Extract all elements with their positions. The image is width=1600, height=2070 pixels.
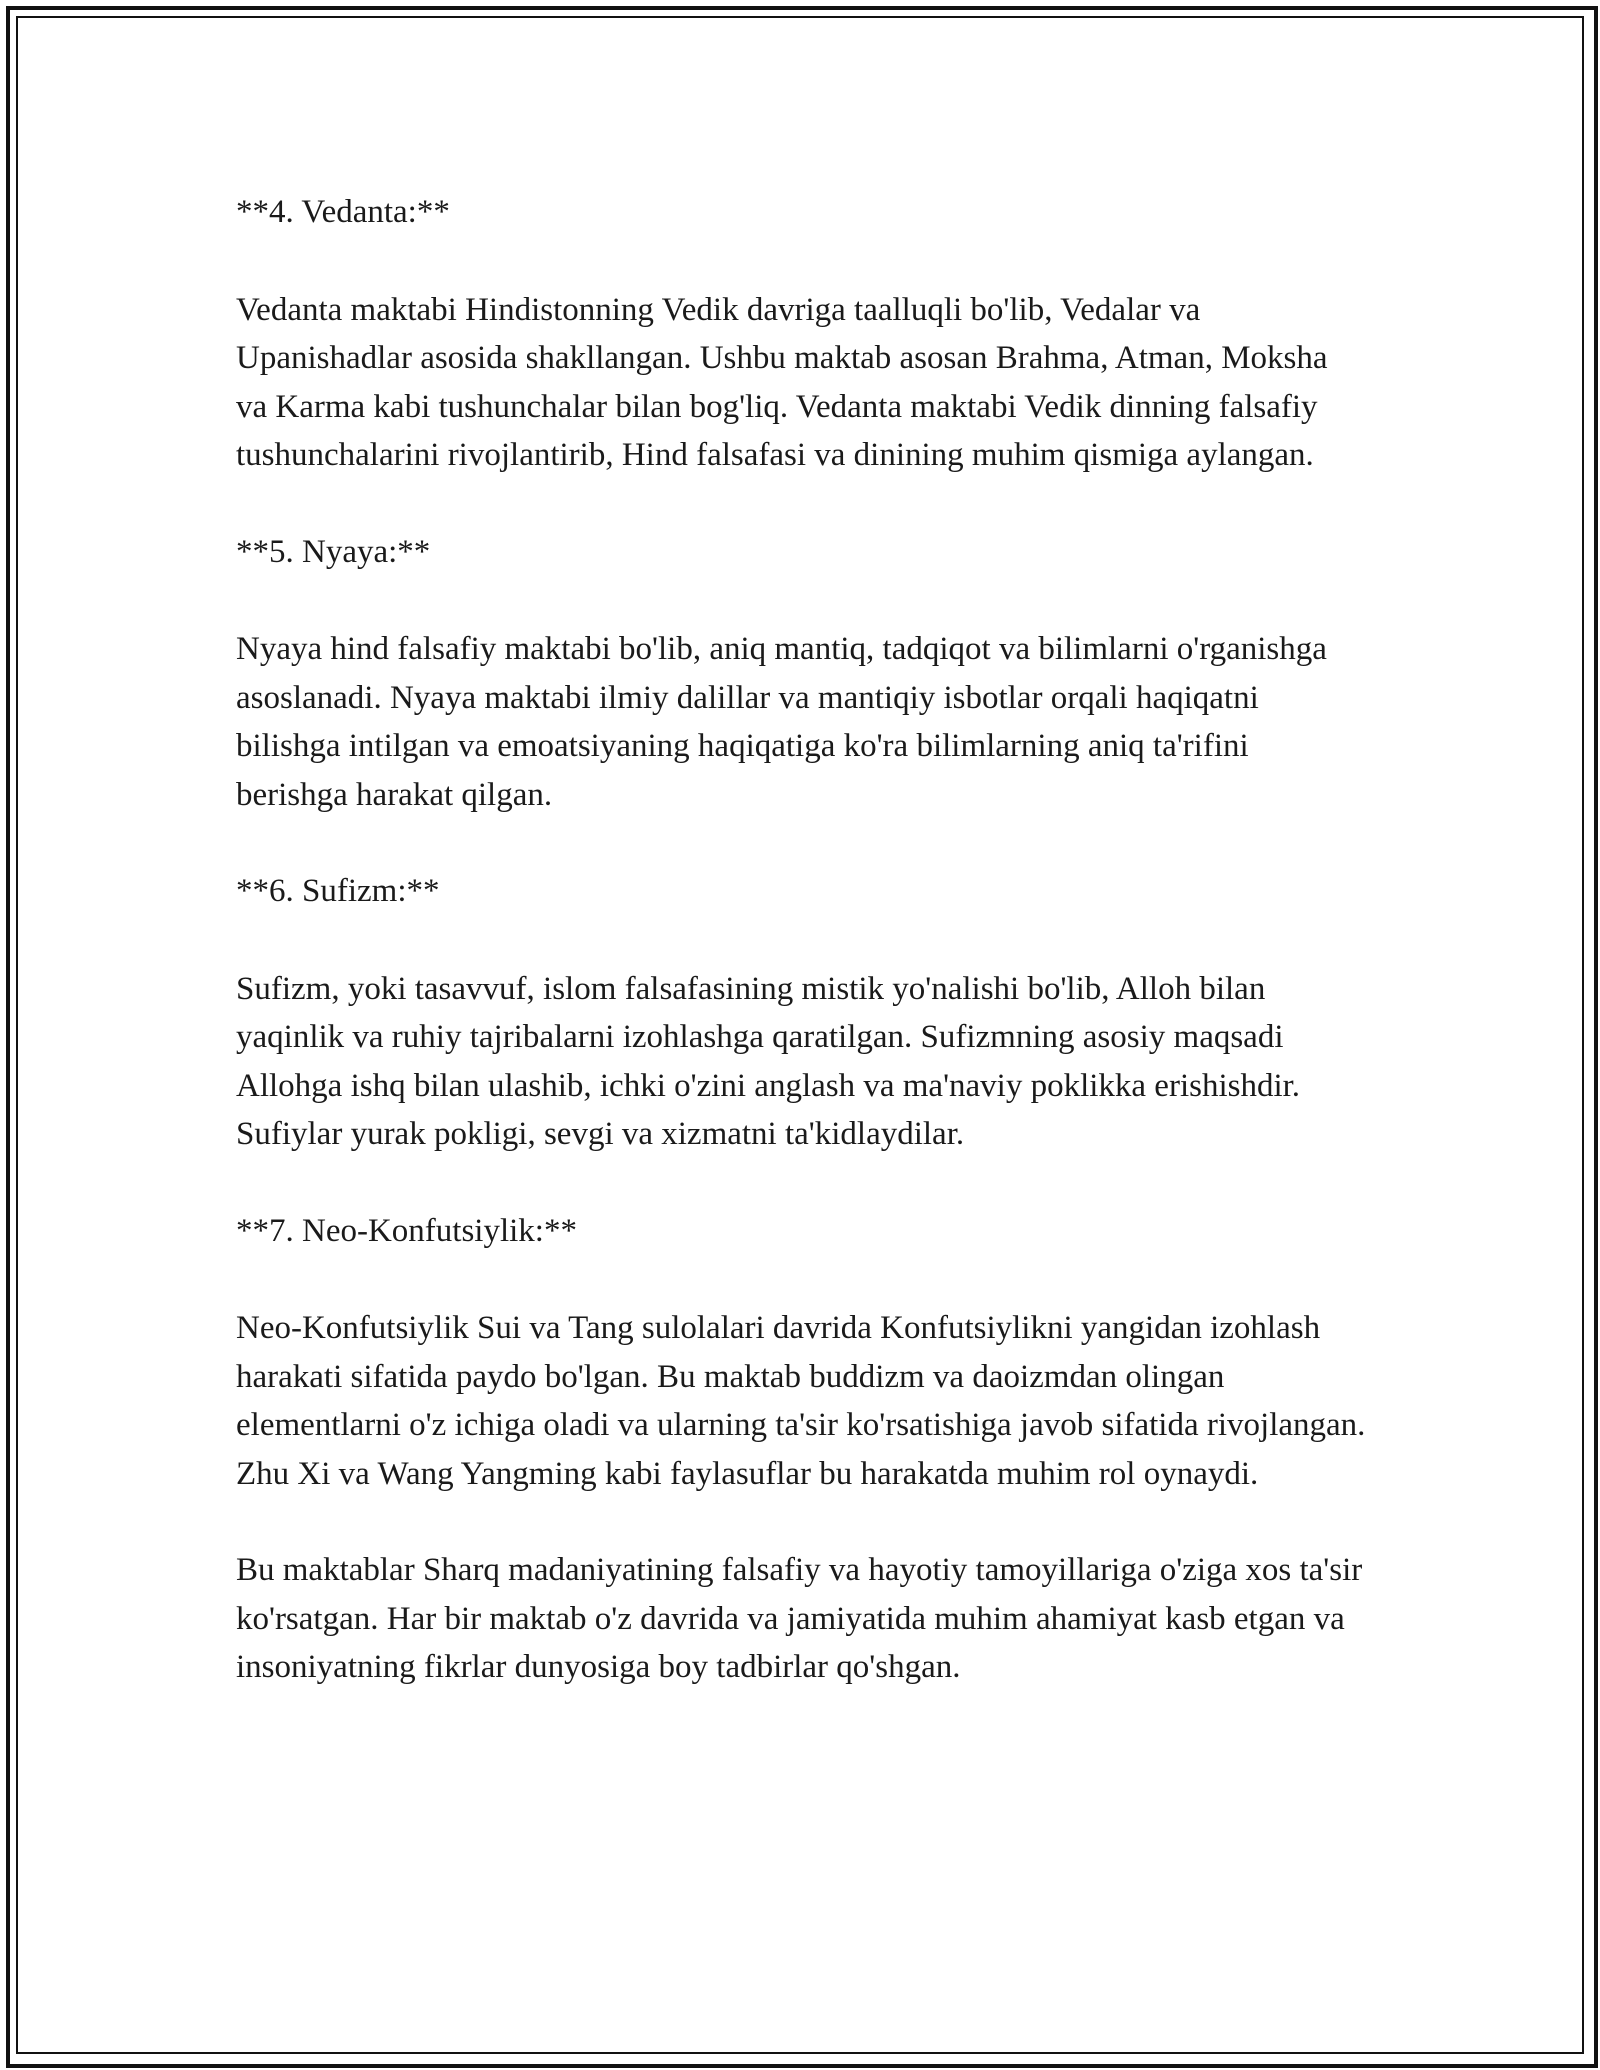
section-body-nyaya: Nyaya hind falsafiy maktabi bo'lib, aniq mantiq, tadqiqot va bilimlarni o'rganishga asoslanadi. Nyaya maktabi ilmiy dalillar va mantiqiy isbotlar orqali haqiqatni bilishga intilgan va emoatsiyaning haqiqatiga ko'ra bilimlarning aniq ta'rifini berishga harakat qilgan. [236, 631, 1327, 813]
section-heading-vedanta: **4. Vedanta:** [236, 194, 450, 230]
section-body-neo-konfutsiylik: Neo-Konfutsiylik Sui va Tang sulolalari davrida Konfutsiylikni yangidan izohlash harakati sifatida paydo bo'lgan. Bu maktab buddizm va daoizmdan olingan elementlarni o'z ichiga oladi va ularning ta'sir ko'rsatishiga javob sifatida rivojlangan. Zhu Xi va Wang Yangming kabi faylasuflar bu harakatda muhim rol oynaydi. [236, 1310, 1366, 1492]
section-body-vedanta: Vedanta maktabi Hindistonning Vedik davriga taalluqli bo'lib, Vedalar va Upanishadlar asosida shakllangan. Ushbu maktab asosan Brahma, Atman, Moksha va Karma kabi tushunchalar bilan bog'liq. Vedanta maktabi Vedik dinning falsafiy tushunchalarini rivojlantirib, Hind falsafasi va dinining muhim qismiga aylangan. [236, 291, 1328, 473]
section-heading-nyaya: **5. Nyaya:** [236, 533, 431, 570]
section-heading-neo-konfutsiylik: **7. Neo-Konfutsiylik:** [236, 1212, 577, 1249]
closing-paragraph: Bu maktablar Sharq madaniyatining falsafiy va hayotiy tamoyillariga o'ziga xos ta'sir ko'rsatgan. Har bir maktab o'z davrida va jamiyatida muhim ahamiyat kasb etgan va insoniyatning fikrlar dunyosiga boy tadbirlar qo'shgan. [236, 1552, 1363, 1685]
document-body [236, 188, 1366, 1692]
section-body-sufizm: Sufizm, yoki tasavvuf, islom falsafasining mistik yo'nalishi bo'lib, Alloh bilan yaqinlik va ruhiy tajribalarni izohlashga qaratilgan. Sufizmning asosiy maqsadi Allohga ishq bilan ulashib, ichki o'zini anglash va ma'naviy poklikka erishishdir. Sufiylar yurak pokligi, sevgi va xizmatni ta'kidlaydilar. [236, 970, 1301, 1152]
section-heading-sufizm: **6. Sufizm:** [236, 873, 440, 909]
